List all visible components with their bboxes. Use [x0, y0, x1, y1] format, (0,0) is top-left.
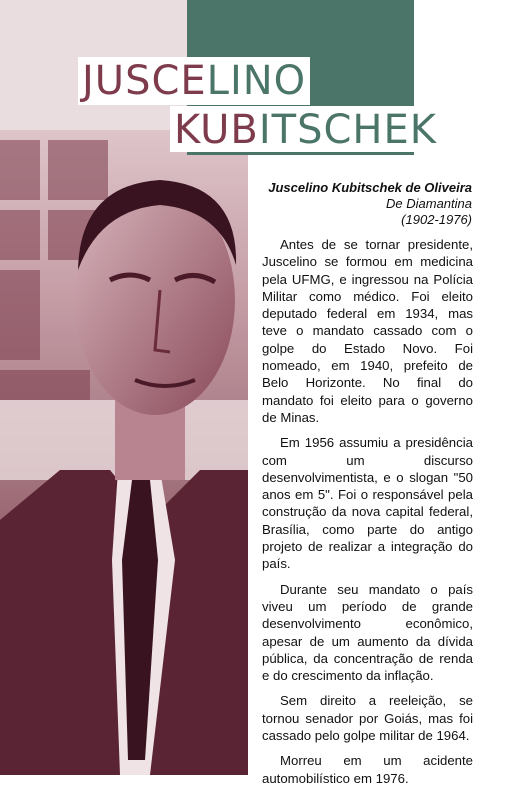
title-line-1	[78, 57, 310, 105]
biography-paragraph: Antes de se tornar presidente, Juscelino se formou em medicina pela UFMG, e ingressou na Polícia Militar como médico. Foi eleito deputado federal em 1934, mas teve o mandato cassado com o golpe do Estado Novo. Foi nomeado, em 1940, prefeito de Belo Horizonte. No final do mandato foi eleito para o governo de Minas.	[262, 237, 473, 425]
biography-paragraph: Morreu em um acidente automobilístico em 1976.	[262, 753, 473, 786]
title-line-2-part-1: KUB	[174, 107, 259, 153]
byline-origin: De Diamantina	[386, 196, 472, 211]
title-line-1-part-2: LINO	[206, 58, 307, 104]
byline	[268, 180, 472, 228]
title-line-2	[170, 106, 441, 152]
biography-paragraph: Durante seu mandato o país viveu um período de grande desenvolvimento econômico, apesar de um aumento da dívida pública, da concentração de renda e do crescimento da inflação.	[262, 581, 473, 684]
title-line-1-part-1: JUSCE	[82, 58, 207, 104]
biography-text	[262, 236, 473, 795]
biography-paragraph: Sem direito a reeleição, se tornou senador por Goiás, mas foi cassado pelo golpe militar de 1964.	[262, 693, 473, 744]
biography-paragraph: Em 1956 assumiu a presidência com um discurso desenvolvimentista, e o slogan "50 anos em 5". Foi o responsável pela construção da nova capital federal, Brasília, como parte do antigo projeto de realizar a integração do país.	[262, 435, 473, 572]
title-line-2-part-2: ITSCHEK	[258, 107, 438, 153]
byline-full-name: Juscelino Kubitschek de Oliveira	[268, 180, 472, 195]
byline-years: (1902-1976)	[401, 212, 472, 227]
